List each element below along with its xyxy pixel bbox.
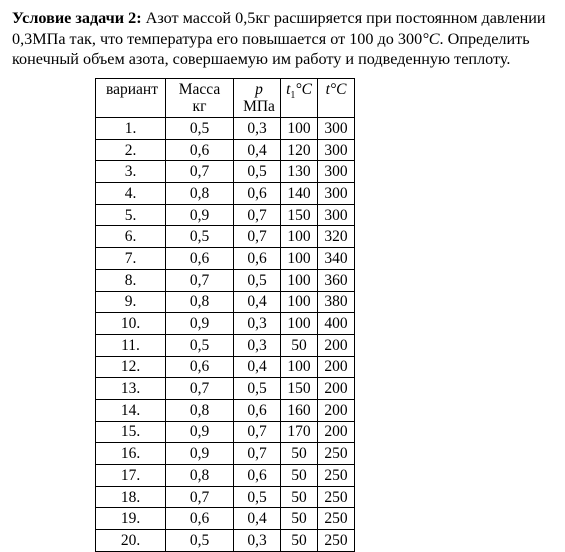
cell-t: 200 <box>318 378 355 400</box>
cell-mass: 0,7 <box>166 269 234 291</box>
cell-t1: 100 <box>281 313 318 335</box>
cell-pressure: 0,5 <box>234 269 281 291</box>
table-row <box>96 356 355 378</box>
cell-variant: 1. <box>96 118 166 140</box>
table-row <box>96 118 355 140</box>
cell-t1: 100 <box>281 291 318 313</box>
cell-pressure: 0,4 <box>234 291 281 313</box>
cell-variant: 16. <box>96 443 166 465</box>
cell-pressure: 0,4 <box>234 356 281 378</box>
header-pressure-unit: МПа <box>243 98 275 115</box>
cell-t: 250 <box>318 465 355 487</box>
task-line-1 <box>12 8 557 29</box>
cell-pressure: 0,7 <box>234 421 281 443</box>
cell-variant: 9. <box>96 291 166 313</box>
cell-t: 250 <box>318 530 355 552</box>
table-row <box>96 226 355 248</box>
cell-mass: 0,5 <box>166 226 234 248</box>
task-statement <box>12 8 557 70</box>
cell-pressure: 0,3 <box>234 530 281 552</box>
cell-variant: 20. <box>96 530 166 552</box>
table-header-row <box>96 79 355 118</box>
cell-pressure: 0,3 <box>234 313 281 335</box>
cell-variant: 10. <box>96 313 166 335</box>
cell-pressure: 0,6 <box>234 248 281 270</box>
cell-t: 200 <box>318 399 355 421</box>
cell-variant: 5. <box>96 204 166 226</box>
cell-t1: 130 <box>281 161 318 183</box>
cell-variant: 18. <box>96 486 166 508</box>
cell-t1: 120 <box>281 139 318 161</box>
cell-pressure: 0,6 <box>234 183 281 205</box>
table-row <box>96 183 355 205</box>
table-row <box>96 204 355 226</box>
table-row <box>96 486 355 508</box>
temperature-unit: °C <box>422 29 440 48</box>
cell-mass: 0,5 <box>166 334 234 356</box>
header-t1-unit: °C <box>295 81 312 98</box>
table-row <box>96 248 355 270</box>
cell-t: 380 <box>318 291 355 313</box>
cell-t1: 100 <box>281 226 318 248</box>
table-row <box>96 530 355 552</box>
header-mass-label: Масса <box>178 81 221 98</box>
table-row <box>96 399 355 421</box>
header-pressure-symbol: p <box>255 81 263 98</box>
table-row <box>96 139 355 161</box>
cell-t: 300 <box>318 183 355 205</box>
cell-mass: 0,7 <box>166 378 234 400</box>
cell-pressure: 0,6 <box>234 399 281 421</box>
variants-table <box>95 78 355 552</box>
cell-pressure: 0,5 <box>234 486 281 508</box>
cell-t: 320 <box>318 226 355 248</box>
cell-pressure: 0,7 <box>234 226 281 248</box>
header-t1-sub: 1 <box>290 90 296 102</box>
cell-mass: 0,9 <box>166 313 234 335</box>
cell-t1: 160 <box>281 399 318 421</box>
cell-mass: 0,7 <box>166 161 234 183</box>
table-row <box>96 443 355 465</box>
cell-variant: 6. <box>96 226 166 248</box>
cell-mass: 0,5 <box>166 118 234 140</box>
cell-t1: 50 <box>281 443 318 465</box>
cell-mass: 0,8 <box>166 465 234 487</box>
cell-t1: 140 <box>281 183 318 205</box>
cell-variant: 15. <box>96 421 166 443</box>
cell-mass: 0,8 <box>166 399 234 421</box>
cell-variant: 14. <box>96 399 166 421</box>
cell-mass: 0,6 <box>166 248 234 270</box>
table-row <box>96 421 355 443</box>
cell-t: 200 <box>318 334 355 356</box>
cell-pressure: 0,3 <box>234 118 281 140</box>
table-body <box>96 118 355 552</box>
task-line-2-text: 0,3МПа так, что температура его повышается от 100 до 300 <box>12 29 423 48</box>
table-row <box>96 508 355 530</box>
cell-variant: 3. <box>96 161 166 183</box>
cell-variant: 4. <box>96 183 166 205</box>
cell-mass: 0,9 <box>166 421 234 443</box>
table-row <box>96 269 355 291</box>
header-pressure <box>234 79 281 118</box>
cell-t1: 50 <box>281 486 318 508</box>
header-mass <box>166 79 234 118</box>
cell-t1: 150 <box>281 378 318 400</box>
cell-t1: 100 <box>281 248 318 270</box>
header-variant: вариант <box>96 79 166 118</box>
cell-mass: 0,6 <box>166 508 234 530</box>
cell-t: 200 <box>318 356 355 378</box>
table-row <box>96 313 355 335</box>
cell-variant: 12. <box>96 356 166 378</box>
cell-t1: 50 <box>281 530 318 552</box>
task-line-1-text: Азот массой 0,5кг расширяется при постоянном давлении <box>141 9 546 27</box>
table-row <box>96 161 355 183</box>
cell-pressure: 0,7 <box>234 443 281 465</box>
cell-variant: 17. <box>96 465 166 487</box>
task-line-3: конечный объем азота, совершаемую им работу и подведенную теплоту. <box>12 50 511 68</box>
cell-mass: 0,8 <box>166 183 234 205</box>
table-row <box>96 378 355 400</box>
cell-variant: 19. <box>96 508 166 530</box>
cell-mass: 0,6 <box>166 356 234 378</box>
cell-pressure: 0,7 <box>234 204 281 226</box>
cell-t1: 100 <box>281 118 318 140</box>
header-mass-unit: кг <box>192 98 207 115</box>
cell-t: 300 <box>318 204 355 226</box>
header-t: t°C <box>318 79 355 118</box>
cell-pressure: 0,4 <box>234 139 281 161</box>
cell-t1: 150 <box>281 204 318 226</box>
table-row <box>96 334 355 356</box>
cell-pressure: 0,5 <box>234 161 281 183</box>
cell-pressure: 0,3 <box>234 334 281 356</box>
table-row <box>96 291 355 313</box>
task-title: Условие задачи 2: <box>12 9 142 27</box>
cell-t1: 100 <box>281 269 318 291</box>
cell-t1: 50 <box>281 465 318 487</box>
cell-mass: 0,9 <box>166 204 234 226</box>
cell-mass: 0,9 <box>166 443 234 465</box>
cell-t1: 50 <box>281 508 318 530</box>
cell-t: 400 <box>318 313 355 335</box>
cell-t: 360 <box>318 269 355 291</box>
cell-mass: 0,8 <box>166 291 234 313</box>
cell-mass: 0,5 <box>166 530 234 552</box>
cell-variant: 7. <box>96 248 166 270</box>
header-t1-symbol: t <box>286 81 291 98</box>
cell-t: 300 <box>318 118 355 140</box>
cell-pressure: 0,6 <box>234 465 281 487</box>
task-line-2 <box>12 29 557 50</box>
cell-t: 200 <box>318 421 355 443</box>
cell-variant: 2. <box>96 139 166 161</box>
cell-t: 340 <box>318 248 355 270</box>
task-line-2-end: . Определить <box>439 29 530 48</box>
cell-t: 250 <box>318 443 355 465</box>
cell-pressure: 0,5 <box>234 378 281 400</box>
cell-t: 250 <box>318 508 355 530</box>
cell-pressure: 0,4 <box>234 508 281 530</box>
cell-variant: 13. <box>96 378 166 400</box>
cell-t1: 170 <box>281 421 318 443</box>
table-row <box>96 465 355 487</box>
cell-t1: 100 <box>281 356 318 378</box>
header-t1 <box>281 79 318 118</box>
cell-mass: 0,6 <box>166 139 234 161</box>
cell-variant: 11. <box>96 334 166 356</box>
cell-t1: 50 <box>281 334 318 356</box>
cell-t: 300 <box>318 139 355 161</box>
cell-t: 300 <box>318 161 355 183</box>
cell-variant: 8. <box>96 269 166 291</box>
cell-mass: 0,7 <box>166 486 234 508</box>
cell-t: 250 <box>318 486 355 508</box>
